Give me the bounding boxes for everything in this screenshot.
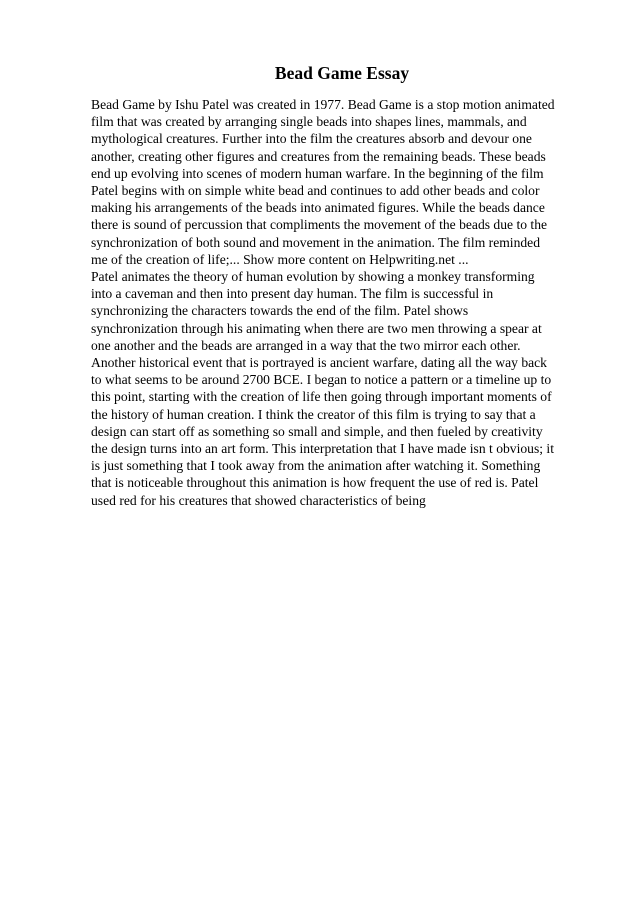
text-line: mythological creatures. Further into the film the creatures absorb and devour one xyxy=(91,131,532,147)
text-line: making his arrangements of the beads into animated figures. While the beads dance xyxy=(91,200,545,216)
text-line: into a caveman and then into present day human. The film is successful in xyxy=(91,286,494,302)
text-line: another, creating other figures and creatures from the remaining beads. These beads xyxy=(91,148,546,164)
text-line: film that was created by arranging single beads into shapes lines, mammals, and xyxy=(91,114,527,130)
text-line: that is noticeable throughout this animation is how frequent the use of red is. Patel xyxy=(91,475,539,491)
text-line: used red for his creatures that showed characteristics of being xyxy=(91,492,426,508)
text-line: is just something that I took away from the animation after watching it. Something xyxy=(91,458,541,474)
essay-body xyxy=(91,96,611,509)
text-line: me of the creation of life;... Show more content on Helpwriting.net ... xyxy=(91,251,469,267)
text-line: to what seems to be around 2700 BCE. I began to notice a pattern or a timeline up to xyxy=(91,372,552,388)
text-line: synchronization of both sound and movement in the animation. The film reminded xyxy=(91,234,541,250)
text-line: Bead Game by Ishu Patel was created in 1977. Bead Game is a stop motion animated xyxy=(91,97,555,112)
text-line: Another historical event that is portrayed is ancient warfare, dating all the way back xyxy=(91,355,547,371)
text-line: end up evolving into scenes of modern human warfare. In the beginning of the film xyxy=(91,165,544,181)
document-title: Bead Game Essay xyxy=(274,63,410,83)
text-line: design can start off as something so small and simple, and then fueled by creativity xyxy=(91,423,543,439)
text-line: the design turns into an art form. This interpretation that I have made isn t obvious; it xyxy=(91,441,554,457)
text-line: the history of human creation. I think the creator of this film is trying to say that a xyxy=(91,406,536,422)
text-line: synchronizing the characters towards the end of the film. Patel shows xyxy=(91,303,469,319)
text-line: synchronization through his animating when there are two men throwing a spear at xyxy=(91,320,542,336)
text-line: there is sound of percussion that compliments the movement of the beads due to the xyxy=(91,217,548,233)
text-line: one another and the beads are arranged in a way that the two mirror each other. xyxy=(91,337,521,353)
text-line: this point, starting with the creation of life then going through important moments of xyxy=(91,389,552,405)
text-line: Patel animates the theory of human evolution by showing a monkey transforming xyxy=(91,269,535,285)
text-line: Patel begins with on simple white bead and continues to add other beads and color xyxy=(91,183,540,199)
